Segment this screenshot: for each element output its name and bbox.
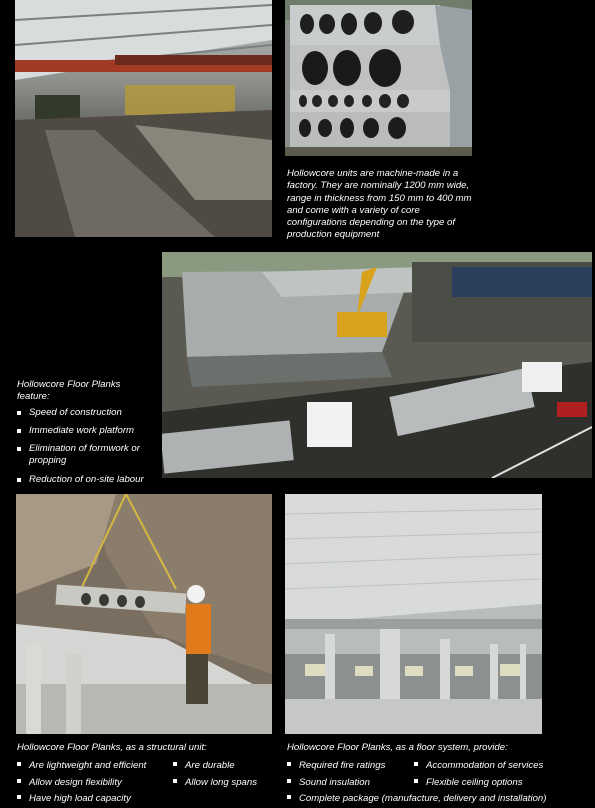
construction-site-photo [162, 252, 592, 478]
floor-planks-feature-heading: Hollowcore Floor Planks feature: [17, 379, 121, 403]
hollowcore-slabs-photo [285, 0, 472, 156]
feature-list [17, 407, 167, 485]
list-item: Allow long spans [173, 775, 257, 792]
floor-system-list-right [414, 758, 543, 791]
structural-list-right [173, 758, 257, 791]
slab-installation-photo [16, 494, 272, 734]
factory-photo [15, 0, 272, 237]
list-item: Reduction of on-site labour [17, 474, 167, 485]
list-item: Speed of construction [17, 407, 167, 418]
list-item: Allow design flexibility [17, 775, 146, 792]
list-item: Are durable [173, 758, 257, 775]
structural-list-left [17, 758, 146, 808]
list-item: Have high load capacity [17, 791, 146, 808]
structural-unit-heading: Hollowcore Floor Planks, as a structural unit: [17, 742, 207, 753]
list-item: Complete package (manufacture, delivery and installation) [287, 791, 546, 808]
list-item: Flexible ceiling options [414, 775, 543, 792]
list-item: Accommodation of services [414, 758, 543, 775]
car-park-photo [285, 494, 542, 734]
floor-system-heading: Hollowcore Floor Planks, as a floor system, provide: [287, 742, 508, 753]
hollowcore-units-caption: Hollowcore units are machine-made in a factory. They are nominally 1200 mm wide, range in thickness from 150 mm to 400 mm and come with a variety of core configurations depending on the type of production equipment [287, 168, 472, 241]
list-item: Sound insulation [287, 775, 546, 792]
list-item: Required fire ratings [287, 758, 546, 775]
list-item: Are lightweight and efficient [17, 758, 146, 775]
list-item: Immediate work platform [17, 425, 167, 436]
list-item: Elimination of formwork or propping [17, 443, 159, 467]
